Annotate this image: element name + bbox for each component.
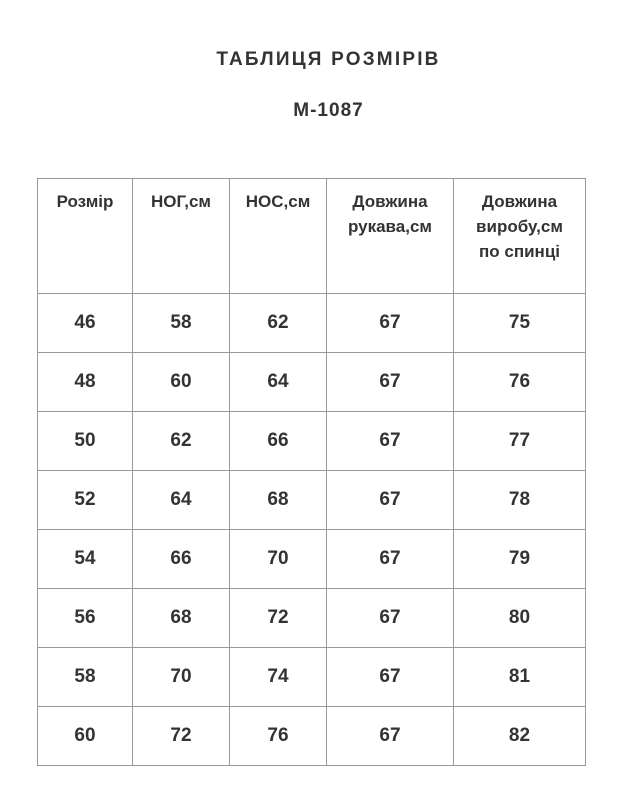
header-waist-girth: НОС,см [230, 179, 327, 294]
table-cell: 56 [38, 589, 133, 648]
table-cell: 62 [230, 294, 327, 353]
table-cell: 72 [133, 707, 230, 766]
table-cell: 67 [327, 471, 454, 530]
table-row [38, 294, 586, 353]
table-row [38, 353, 586, 412]
table-row [38, 530, 586, 589]
table-cell: 46 [38, 294, 133, 353]
table-row [38, 471, 586, 530]
table-cell: 81 [454, 648, 586, 707]
table-cell: 60 [133, 353, 230, 412]
header-size: Розмір [38, 179, 133, 294]
table-cell: 75 [454, 294, 586, 353]
table-cell: 67 [327, 707, 454, 766]
table-cell: 66 [133, 530, 230, 589]
table-cell: 67 [327, 530, 454, 589]
table-cell: 48 [38, 353, 133, 412]
table-cell: 64 [230, 353, 327, 412]
table-cell: 67 [327, 648, 454, 707]
page-title: ТАБЛИЦЯ РОЗМІРІВ [216, 49, 441, 70]
table-cell: 62 [133, 412, 230, 471]
table-cell: 52 [38, 471, 133, 530]
table-cell: 78 [454, 471, 586, 530]
table-cell: 58 [38, 648, 133, 707]
table-cell: 76 [230, 707, 327, 766]
table-cell: 58 [133, 294, 230, 353]
table-cell: 64 [133, 471, 230, 530]
table-cell: 67 [327, 353, 454, 412]
table-cell: 82 [454, 707, 586, 766]
size-table [37, 178, 586, 766]
table-cell: 66 [230, 412, 327, 471]
table-cell: 67 [327, 412, 454, 471]
header-back-length: Довжина виробу,см по спинці [454, 179, 586, 294]
table-header-row [38, 179, 586, 294]
table-cell: 70 [230, 530, 327, 589]
table-row [38, 648, 586, 707]
table-cell: 74 [230, 648, 327, 707]
table-cell: 67 [327, 294, 454, 353]
header-sleeve-length: Довжина рукава,см [327, 179, 454, 294]
table-cell: 68 [230, 471, 327, 530]
model-number: М-1087 [293, 100, 364, 121]
table-row [38, 412, 586, 471]
header-chest-girth: НОГ,см [133, 179, 230, 294]
table-cell: 67 [327, 589, 454, 648]
table-cell: 68 [133, 589, 230, 648]
table-cell: 54 [38, 530, 133, 589]
table-row [38, 707, 586, 766]
table-cell: 50 [38, 412, 133, 471]
table-cell: 76 [454, 353, 586, 412]
table-cell: 70 [133, 648, 230, 707]
table-cell: 60 [38, 707, 133, 766]
table-cell: 79 [454, 530, 586, 589]
table-cell: 77 [454, 412, 586, 471]
table-row [38, 589, 586, 648]
table-cell: 72 [230, 589, 327, 648]
table-cell: 80 [454, 589, 586, 648]
